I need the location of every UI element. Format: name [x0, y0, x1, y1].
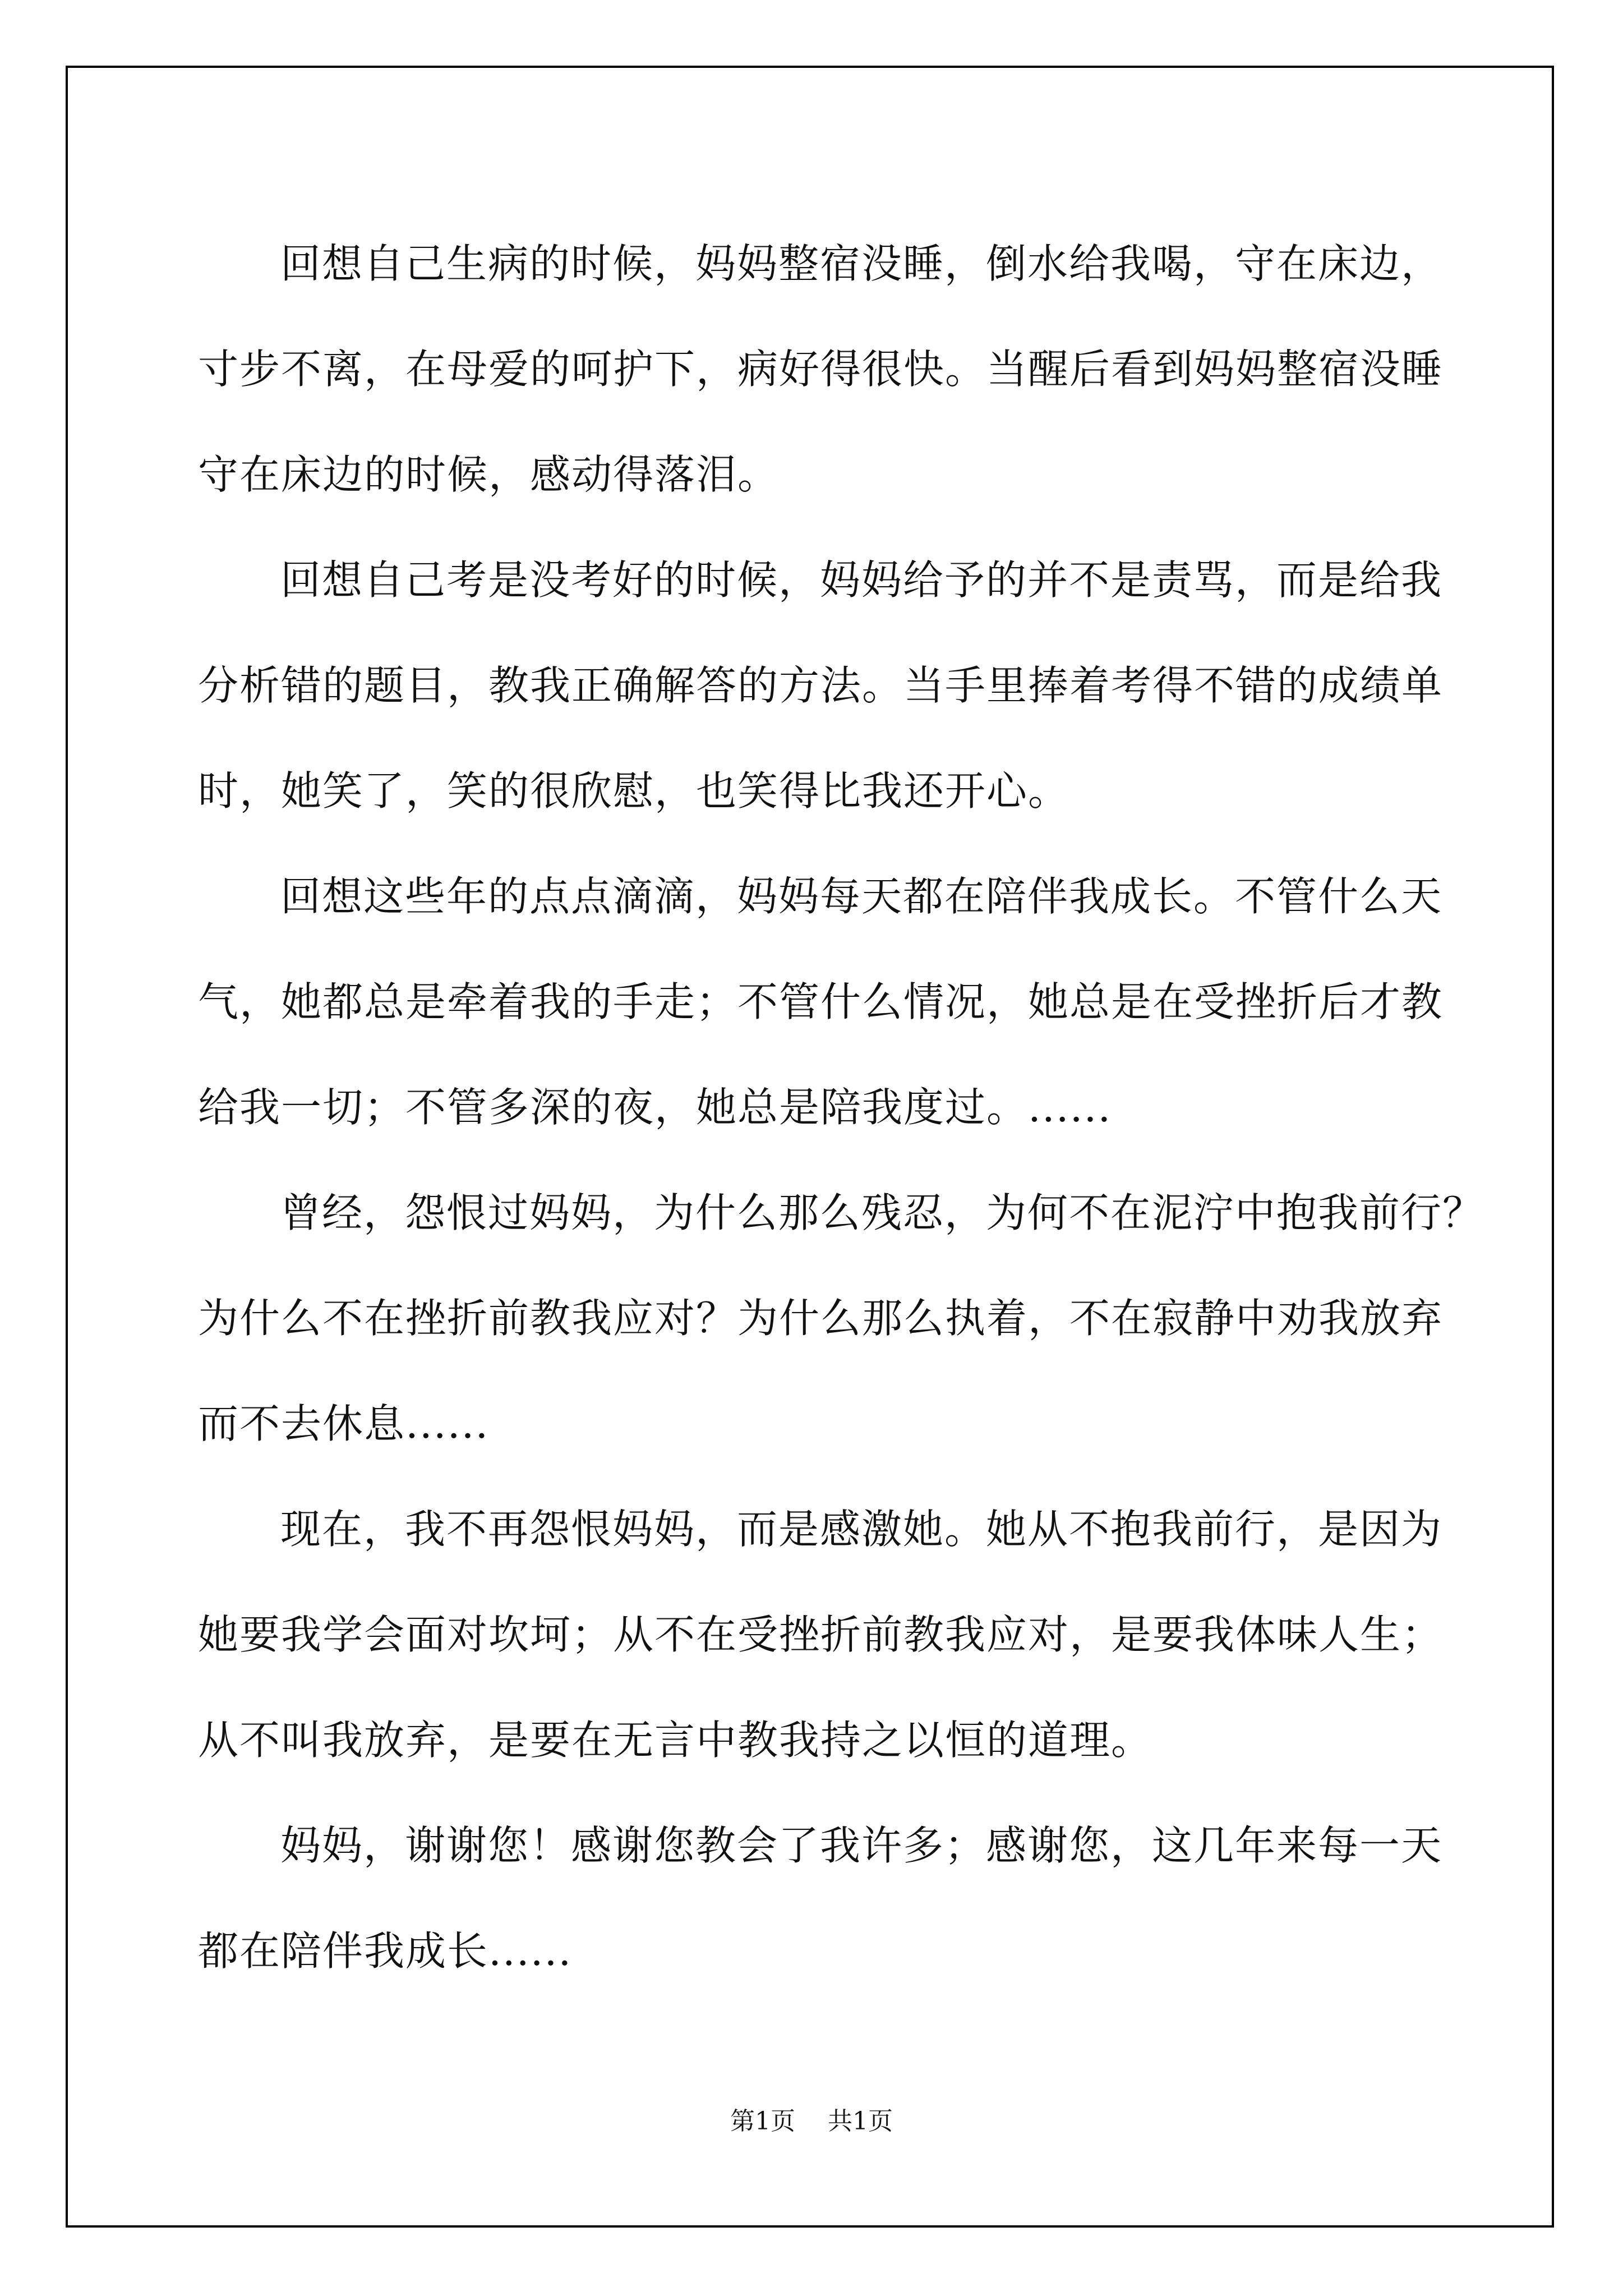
text-line: 她要我学会面对坎坷；从不在受挫折前教我应对，是要我体味人生； — [198, 1611, 1444, 1658]
text-line: 寸步不离，在母爱的呵护下，病好得很快。当醒后看到妈妈整宿没睡 — [198, 346, 1444, 393]
page-footer — [0, 2101, 1623, 2137]
text-line: 气，她都总是牵着我的手走；不管什么情况，她总是在受挫折后才教 — [198, 978, 1444, 1025]
text-line: 从不叫我放弃，是要在无言中教我持之以恒的道理。 — [198, 1717, 1153, 1764]
text-line: 都在陪伴我成长...... — [198, 1927, 573, 1975]
text-line: 回想这些年的点点滴滴，妈妈每天都在陪伴我成长。不管什么天 — [280, 873, 1443, 920]
document-body — [198, 211, 1484, 2004]
page-number-total: 共1页 — [828, 2107, 893, 2136]
text-line: 现在，我不再怨恨妈妈，而是感激她。她从不抱我前行，是因为 — [280, 1506, 1443, 1553]
text-line: 回想自己生病的时候，妈妈整宿没睡，倒水给我喝，守在床边， — [280, 240, 1443, 287]
text-line: 曾经，怨恨过妈妈，为什么那么残忍，为何不在泥泞中抱我前行？ — [280, 1189, 1484, 1236]
text-line: 给我一切；不管多深的夜，她总是陪我度过。...... — [198, 1084, 1112, 1131]
text-line: 回想自己考是没考好的时候，妈妈给予的并不是责骂，而是给我 — [280, 556, 1443, 604]
text-line: 时，她笑了，笑的很欣慰，也笑得比我还开心。 — [198, 767, 1070, 815]
text-line: 分析错的题目，教我正确解答的方法。当手里捧着考得不错的成绩单 — [198, 662, 1444, 709]
page-number-current: 第1页 — [730, 2107, 795, 2136]
text-line: 妈妈，谢谢您！感谢您教会了我许多；感谢您，这几年来每一天 — [280, 1822, 1443, 1869]
text-line: 而不去休息...... — [198, 1400, 490, 1447]
text-line: 守在床边的时候，感动得落泪。 — [198, 451, 780, 498]
text-line: 为什么不在挫折前教我应对？为什么那么执着，不在寂静中劝我放弃 — [198, 1295, 1444, 1342]
